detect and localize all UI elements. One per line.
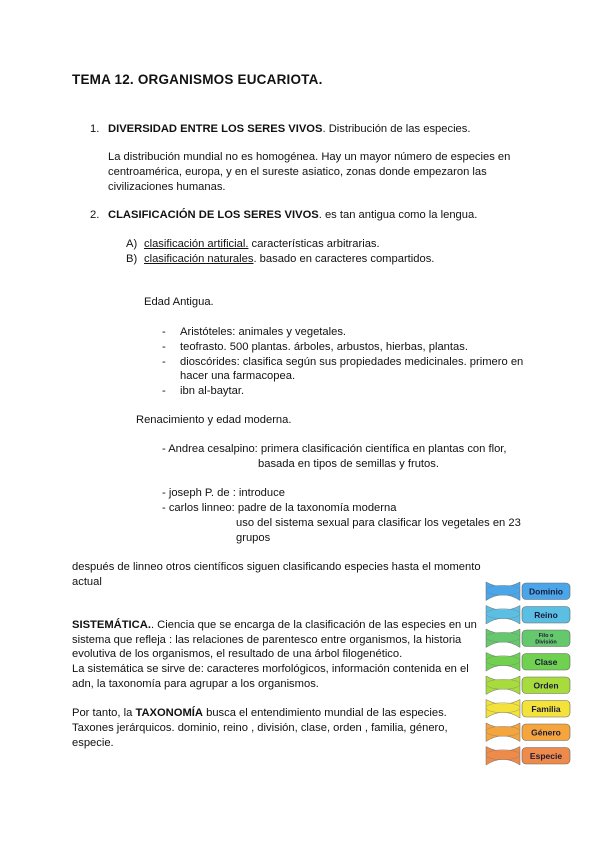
section-2-number: 2. <box>90 209 100 221</box>
renacimiento-line: - carlos linneo: padre de la taxonomía moderna <box>162 502 397 514</box>
taxonomia-term: TAXONOMÍA <box>135 707 203 719</box>
list-item <box>144 237 380 252</box>
pyramid-level <box>486 700 570 719</box>
pyramid-level <box>486 582 570 601</box>
sistematica-first-line <box>72 618 477 633</box>
pyramid-label: Filo o <box>538 633 554 639</box>
taxonomia-prefix: Por tanto, la <box>72 707 136 719</box>
sistematica-first-rest: . Ciencia que se encarga de la clasificación de las especies en un <box>150 619 477 631</box>
page-title: TEMA 12. ORGANISMOS EUCARIOTA. <box>72 72 323 87</box>
pyramid-disc <box>486 750 520 760</box>
list-item-letter: A) <box>126 238 138 250</box>
list-item-rest: características arbitrarias. <box>248 238 380 250</box>
section-1-heading-rest: . Distribución de las especies. <box>322 123 471 135</box>
section-1-number: 1. <box>90 123 100 135</box>
list-item-term: clasificación naturales <box>144 253 254 265</box>
section-2-heading-rest: . es tan antigua como la lengua. <box>318 209 478 221</box>
pyramid-disc <box>486 726 520 736</box>
renacimiento-heading: Renacimiento y edad moderna. <box>136 414 292 426</box>
sistematica-line: adn, la taxonomía para agrupar a los organismos. <box>72 678 319 690</box>
pyramid-label: Clase <box>534 656 558 667</box>
list-item <box>144 252 434 267</box>
bullet-dash: - <box>162 341 166 353</box>
antigua-item: ibn al-baytar. <box>180 385 245 397</box>
pyramid-label: Reino <box>534 609 558 620</box>
renacimiento-line: grupos <box>236 532 271 544</box>
list-item-rest: . basado en caracteres compartidos. <box>253 253 435 265</box>
taxonomia-line: Taxones jerárquicos. dominio, reino , división, clase, orden , familia, género, <box>72 722 448 734</box>
pyramid-label: Orden <box>533 680 559 691</box>
sistematica-line: La sistemática se sirve de: caracteres morfológicos, información contenida en el <box>72 663 469 675</box>
renacimiento-line: - joseph P. de : introduce <box>162 487 285 499</box>
pyramid-label: Género <box>531 727 561 738</box>
renacimiento-line: uso del sistema sexual para clasificar los vegetales en 23 <box>236 517 521 529</box>
section-1-para-line: La distribución mundial no es homogénea. Hay un mayor número de especies en <box>108 151 511 163</box>
bullet-dash: - <box>162 356 166 368</box>
pyramid-disc <box>486 609 520 619</box>
section-1-para-line: centroamérica, europa, y en el sureste asiatico, zonas donde empezaron las <box>108 166 487 178</box>
pyramid-level <box>486 606 570 625</box>
bullet-dash: - <box>162 385 166 397</box>
taxonomy-pyramid <box>483 576 573 776</box>
antigua-item: Aristóteles: animales y vegetales. <box>180 326 347 338</box>
section-1-para-line: civilizaciones humanas. <box>108 181 226 193</box>
pyramid-disc <box>486 679 520 689</box>
pyramid-label: Familia <box>531 703 561 714</box>
pyramid-disc <box>486 585 520 595</box>
list-item-letter: B) <box>126 253 138 265</box>
pyramid-disc <box>486 703 520 713</box>
pyramid-level <box>486 629 570 648</box>
despues-line: después de linneo otros científicos siguen clasificando especies hasta el momento <box>72 561 481 573</box>
taxonomia-line: especie. <box>72 737 114 749</box>
sistematica-line: sistema que refleja : las relaciones de parentesco entre organismos, la historia <box>72 634 462 646</box>
section-1-heading-line <box>108 122 470 137</box>
pyramid-label: Especie <box>529 750 563 761</box>
pyramid-level <box>486 676 570 695</box>
renacimiento-line: basada en tipos de semillas y frutos. <box>258 458 439 470</box>
despues-line: actual <box>72 576 102 588</box>
pyramid-disc <box>486 632 520 642</box>
pyramid-disc <box>486 656 520 666</box>
pyramid-label: Dominio <box>529 586 563 597</box>
sistematica-heading: SISTEMÁTICA. <box>72 619 151 631</box>
pyramid-level <box>486 747 570 766</box>
pyramid-level <box>486 653 570 672</box>
renacimiento-line: - Andrea cesalpino: primera clasificación científica en plantas con flor, <box>162 443 507 455</box>
section-2-heading: CLASIFICACIÓN DE LOS SERES VIVOS <box>108 209 319 221</box>
sistematica-line: evolutiva de los organismos, el resultado de una árbol filogenético. <box>72 648 403 660</box>
antigua-item: teofrasto. 500 plantas. árboles, arbustos, hierbas, plantas. <box>180 341 468 353</box>
taxonomia-first-line <box>72 706 447 721</box>
taxonomia-rest: busca el entendimiento mundial de las especies. <box>202 707 447 719</box>
antigua-item: dioscórides: clasifica según sus propiedades medicinales. primero en <box>180 356 524 368</box>
pyramid-label: División <box>535 639 557 646</box>
bullet-dash: - <box>162 326 166 338</box>
pyramid-level <box>486 723 570 742</box>
section-1-heading: DIVERSIDAD ENTRE LOS SERES VIVOS <box>108 123 323 135</box>
list-item-term: clasificación artificial. <box>144 238 249 250</box>
antigua-item-cont: hacer una farmacopea. <box>180 370 296 382</box>
section-2-heading-line <box>108 208 477 223</box>
edad-antigua-heading: Edad Antigua. <box>144 296 214 308</box>
